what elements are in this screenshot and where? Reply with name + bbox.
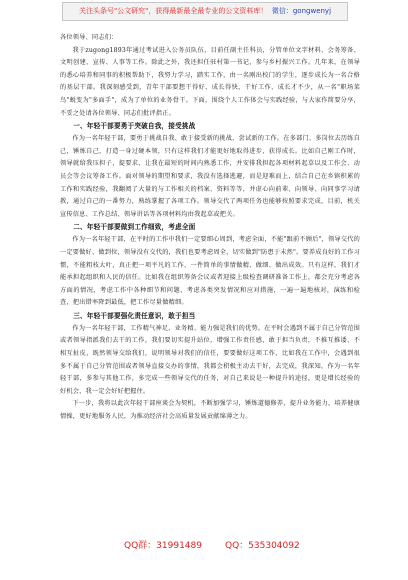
section-heading-3: 三、年轻干部要强化责任意识，敢于担当 <box>73 311 196 320</box>
footer-qq-group: QQ群：31991489 <box>124 541 202 551</box>
greeting: 各位领导、同志们： <box>60 34 118 41</box>
banner-wechat: 微信：gongwenyj <box>271 7 332 15</box>
section-heading-2: 二、年轻干部要做到工作细致，考虑全面 <box>73 223 196 232</box>
closing-paragraph: 下一步，我将以此次年轻干部座谈会为契机，不断加强学习，锤炼道德修养，提升业务能力，培养健康情操，更好地服务人民，为推动经济社会高质量发展贡献绵薄之力。 <box>60 400 360 421</box>
section-heading-1: 一、年轻干部要勇于突破自我，接受挑战 <box>73 122 196 131</box>
section-2-paragraph: 作为一名年轻干部，在平时的工作中我们一定要细心周到，考虑全面，不能"跟前不顾后"，领导交代的一定要做好、做到位，领导没有交代的，我们也要考虑周全，切实做到"防患于未然"。要养成良好的工作习惯，不能粗枝大叶，真正把一项平凡的工作、一件简单的事情做精、做细、做出成效。只有这样，我们才能承担起组织和人民的信任。比如我在组织筹备会议或者迎接上级检查调研准备工作上，都会充分考虑各方面的情况，考虑工作中各种细节和问题，考虑各类突发情况和应对措施，一遍一遍地核对，演练和检查，把出错率降到最低，把工作尽量做精细。 <box>60 236 360 307</box>
footer-qq: QQ：535304092 <box>225 541 300 551</box>
section-3-paragraph: 作为一名年轻干部，工作精气神足、业务精、能力强是我们的优势。在平时会遇到不属于自己分管范围或者领导指派我们去干的工作，我们要切实提升站位，增强工作责任感，敢于担当负责，不推互推诿、不相互扯皮，既然领导交给我们，说明领导对我们的信任，要要做好这项工作，比如我在工作中，会遇到很多不属于自己分管范围或者领导直接交办的事情，我都会积极主动去干好，去完成，我深知，作为一名年轻干部，多参与其他工作，多完成一些领导交代的任务，对自己来说是一种提升的途径，更是增长经验的好机会，我一定会好好把握住。 <box>60 324 360 395</box>
intro-paragraph: 我于zugong1893年通过考试进入公务员队伍，目前任副主任科员，分管单位文字材料、会务筹备、文明创建、宣传、人事等工作。除此之外，我还担任驻村第一书记，参与乡村振兴工作。几年来，在领导的悉心培养和同事的积极帮助下，我努力学习，踏实工作，由一名刚出校门的学生，逐步成长为一名合格的基层干部。我深刻感受到，青年干部要想干得好、成长得快，干好工作、成长才不少，从一名"职场菜鸟"蜕变为"多面手"，成为了单位的业务骨干。下面，围绕个人工作体会与实践经验，与大家作简要分享，不妥之处请各位领导、同志们批评指正。 <box>60 46 360 117</box>
section-1-paragraph: 作为一名年轻干部，要勇于挑战自我、敢于接受新的挑战，尝试新的工作。在多部门、多岗位去历练自己，锤炼自己，打造一身过硬本领，只有这样我们才能更好地取得进步、获得成长。比如自己刚工作时，领导就给我压担子，提要求，让我在最短的时间内熟悉工作，并安排我担起各项材料起草以及工作会、动员会等会议筹备工作。面对领导的期望和要求，我没有选择逃避，而是迎难而上，结合自己在乡镇积累的工作和实践经验，我翻阅了大量的与工作相关的档案、资料等等，并虚心向前辈、向领导、向同事学习请教，通过自己的一番努力，熟练掌握了各项工作。领导交代了两项任务也能够按照要求完成，目前，机关宣传信息、工作总结、领导讲话等各项材料均由我起草或把关。 <box>60 135 360 218</box>
document-body <box>60 32 360 424</box>
top-banner <box>62 2 348 21</box>
banner-text: 关注头条号"公文研究"，获得最新最全最专业的公文资料库！ <box>78 7 268 15</box>
